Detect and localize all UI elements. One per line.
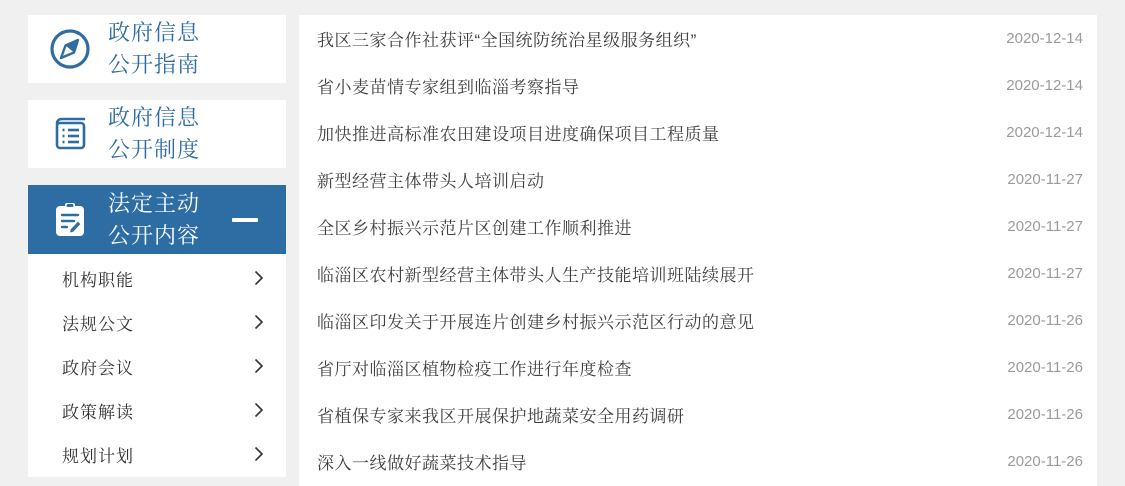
- ledger-icon: [48, 112, 92, 156]
- sidebar-item-gov-meetings[interactable]: [28, 344, 286, 388]
- chevron-right-icon: [254, 270, 264, 286]
- news-list-panel: [299, 15, 1097, 486]
- news-date: 2020-11-27: [1007, 218, 1083, 235]
- submenu-label: 政府会议: [62, 358, 134, 378]
- news-title-link[interactable]: 新型经营主体带头人培训启动: [317, 172, 545, 191]
- chevron-right-icon: [254, 446, 264, 462]
- news-date: 2020-11-26: [1007, 406, 1083, 423]
- clipboard-pencil-icon: [48, 198, 92, 242]
- news-row[interactable]: [299, 344, 1097, 391]
- news-title-link[interactable]: 临淄区印发关于开展连片创建乡村振兴示范区行动的意见: [317, 313, 755, 332]
- chevron-right-icon: [254, 314, 264, 330]
- news-row[interactable]: [299, 391, 1097, 438]
- sidebar-card-statutory-active[interactable]: [28, 185, 286, 254]
- news-row[interactable]: [299, 109, 1097, 156]
- news-title-link[interactable]: 省小麦苗情专家组到临淄考察指导: [317, 78, 580, 97]
- news-title-link[interactable]: 加快推进高标准农田建设项目进度确保项目工程质量: [317, 125, 720, 144]
- submenu-label: 法规公文: [62, 314, 134, 334]
- collapse-minus-icon[interactable]: [232, 218, 258, 222]
- news-date: 2020-11-26: [1007, 453, 1083, 470]
- sidebar-submenu: [28, 254, 286, 477]
- compass-icon: [48, 27, 92, 71]
- news-row[interactable]: [299, 62, 1097, 109]
- sidebar-card-guide[interactable]: [28, 15, 286, 83]
- sidebar-card-label: 法定主动 公开内容: [108, 190, 201, 248]
- news-row[interactable]: [299, 203, 1097, 250]
- sidebar-item-org-functions[interactable]: [28, 256, 286, 300]
- news-date: 2020-11-27: [1007, 171, 1083, 188]
- news-date: 2020-12-14: [1006, 30, 1083, 47]
- news-row[interactable]: [299, 250, 1097, 297]
- submenu-label: 规划计划: [62, 446, 134, 466]
- sidebar-item-planning[interactable]: [28, 432, 286, 476]
- news-title-link[interactable]: 省厅对临淄区植物检疫工作进行年度检查: [317, 360, 632, 379]
- news-row[interactable]: [299, 156, 1097, 203]
- news-date: 2020-12-14: [1006, 124, 1083, 141]
- news-title-link[interactable]: 深入一线做好蔬菜技术指导: [317, 454, 527, 473]
- sidebar-card-system[interactable]: [28, 100, 286, 168]
- news-date: 2020-11-27: [1007, 265, 1083, 282]
- submenu-label: 政策解读: [62, 402, 134, 422]
- news-date: 2020-11-26: [1007, 312, 1083, 329]
- news-title-link[interactable]: 我区三家合作社获评“全国统防统治星级服务组织”: [317, 31, 697, 50]
- news-date: 2020-12-14: [1006, 77, 1083, 94]
- news-title-link[interactable]: 临淄区农村新型经营主体带头人生产技能培训班陆续展开: [317, 266, 755, 285]
- news-row[interactable]: [299, 297, 1097, 344]
- sidebar-card-label: 政府信息 公开指南: [108, 20, 201, 77]
- chevron-right-icon: [254, 358, 264, 374]
- sidebar-item-policy-interpretation[interactable]: [28, 388, 286, 432]
- submenu-label: 机构职能: [62, 270, 134, 290]
- news-title-link[interactable]: 省植保专家来我区开展保护地蔬菜安全用药调研: [317, 407, 685, 426]
- news-date: 2020-11-26: [1007, 359, 1083, 376]
- news-row[interactable]: [299, 15, 1097, 62]
- news-row[interactable]: [299, 438, 1097, 485]
- sidebar-item-regulations[interactable]: [28, 300, 286, 344]
- chevron-right-icon: [254, 402, 264, 418]
- news-title-link[interactable]: 全区乡村振兴示范片区创建工作顺利推进: [317, 219, 632, 238]
- sidebar-card-label: 政府信息 公开制度: [108, 105, 201, 162]
